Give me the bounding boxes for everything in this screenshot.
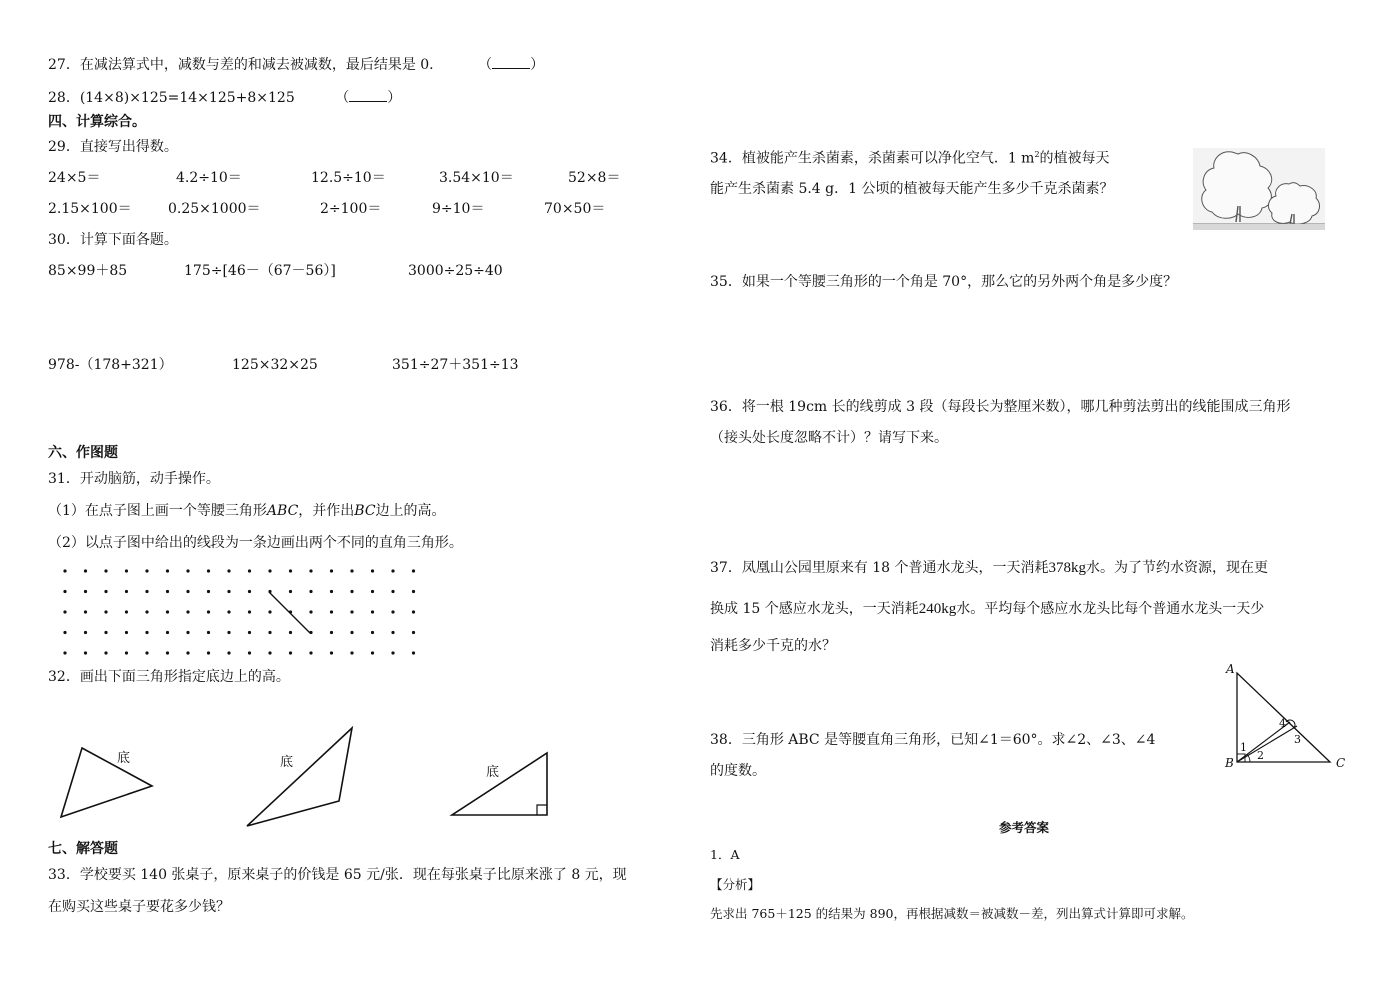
q30-row2-item: 125×32×25 [232, 357, 318, 373]
q29-row2-item: 0.25×1000＝ [168, 201, 261, 217]
q29-row2-item: 2÷100＝ [320, 201, 382, 217]
base-label: 底 [117, 751, 131, 766]
section-heading-4: 四、计算综合。 [48, 114, 146, 130]
q29-row2-item: 9÷10＝ [432, 201, 485, 217]
question-28-text: 28．(14×8)×125=14×125+8×125 [48, 90, 295, 106]
question-38-line2: 的度数。 [710, 763, 766, 779]
section-heading-7: 七、解答题 [48, 841, 118, 857]
answer-analysis-label: 【分析】 [710, 877, 761, 892]
question-32-title: 32．画出下面三角形指定底边上的高。 [48, 669, 290, 685]
angle-label-1: 1 [1240, 741, 1247, 754]
angle-label-2: 2 [1257, 749, 1264, 762]
question-37-line3: 消耗多少千克的水？ [710, 638, 836, 654]
q29-row1-item: 3.54×10＝ [439, 170, 514, 186]
q29-row2-item: 2.15×100＝ [48, 201, 132, 217]
question-35: 35．如果一个等腰三角形的一个角是 70°，那么它的另外两个角是多少度？ [710, 274, 1178, 290]
question-36-line2: （接头处长度忽略不计）？请写下来。 [710, 430, 948, 446]
angle-label-4: 4 [1279, 717, 1286, 730]
answer-paren-27: （ ） [478, 57, 545, 73]
question-38-line1: 38．三角形 ABC 是等腰直角三角形，已知∠1＝60°。求∠2、∠3、∠4 [710, 732, 1156, 748]
angle-label-3: 3 [1294, 733, 1301, 746]
question-29-title: 29．直接写出得数。 [48, 139, 178, 155]
question-37-line1: 37．凤凰山公园里原来有 18 个普通水龙头，一天消耗378kg水。为了节约水资源，现在更 [710, 560, 1269, 576]
question-31-sub1: （1）在点子图上画一个等腰三角形ABC，并作出BC边上的高。 [48, 503, 446, 519]
question-31-title: 31．开动脑筋，动手操作。 [48, 471, 220, 487]
answer-paren-28: （ ） [335, 90, 402, 106]
section-heading-6: 六、作图题 [48, 445, 118, 461]
q30-row2-item: 978-（178+321） [48, 357, 173, 373]
q30-row2-item: 351÷27＋351÷13 [392, 357, 519, 373]
base-label: 底 [486, 765, 500, 780]
q30-row1-item: 85×99＋85 [48, 263, 128, 279]
q29-row1-item: 12.5÷10＝ [311, 170, 386, 186]
q29-row2-item: 70×50＝ [544, 201, 606, 217]
question-27-text: 27．在减法算式中，减数与差的和减去被减数，最后结果是 0. [48, 57, 434, 73]
question-30-title: 30．计算下面各题。 [48, 232, 178, 248]
answer-analysis-text: 先求出 765＋125 的结果为 890，再根据减数＝被减数－差，列出算式计算即可求解。 [710, 906, 1194, 921]
question-33-line1: 33．学校要买 140 张桌子，原来桌子的价钱是 65 元/张．现在每张桌子比原来涨了 8 元，现 [48, 867, 627, 883]
question-36-line1: 36．将一根 19cm 长的线剪成 3 段（每段长为整厘米数），哪几种剪法剪出的线能围成三角形 [710, 399, 1291, 415]
q29-row1-item: 4.2÷10＝ [176, 170, 242, 186]
vertex-label-a: A [1226, 662, 1235, 676]
q29-row1-item: 52×8＝ [568, 170, 621, 186]
q30-row1-item: 3000÷25÷40 [408, 263, 503, 279]
q29-row1-item: 24×5＝ [48, 170, 101, 186]
question-31-sub2: （2）以点子图中给出的线段为一条边画出两个不同的直角三角形。 [48, 535, 463, 551]
vertex-label-b: B [1225, 756, 1234, 770]
answers-title: 参考答案 [999, 820, 1050, 835]
question-33-line2: 在购买这些桌子要花多少钱？ [48, 899, 230, 915]
vertex-label-c: C [1336, 756, 1346, 770]
base-label: 底 [280, 755, 294, 770]
q30-row1-item: 175÷[46－（67－56）] [184, 263, 336, 279]
answer-1: 1．A [710, 847, 740, 862]
question-37-line2: 换成 15 个感应水龙头，一天消耗240kg水。平均每个感应水龙头比每个普通水龙头一天少 [710, 601, 1265, 617]
question-34-line2: 能产生杀菌素 5.4 g．1 公顷的植被每天能产生多少千克杀菌素？ [710, 181, 1114, 197]
question-34-line1: 34．植被能产生杀菌素，杀菌素可以净化空气．1 $m^2$的植被每天 [710, 150, 1110, 167]
